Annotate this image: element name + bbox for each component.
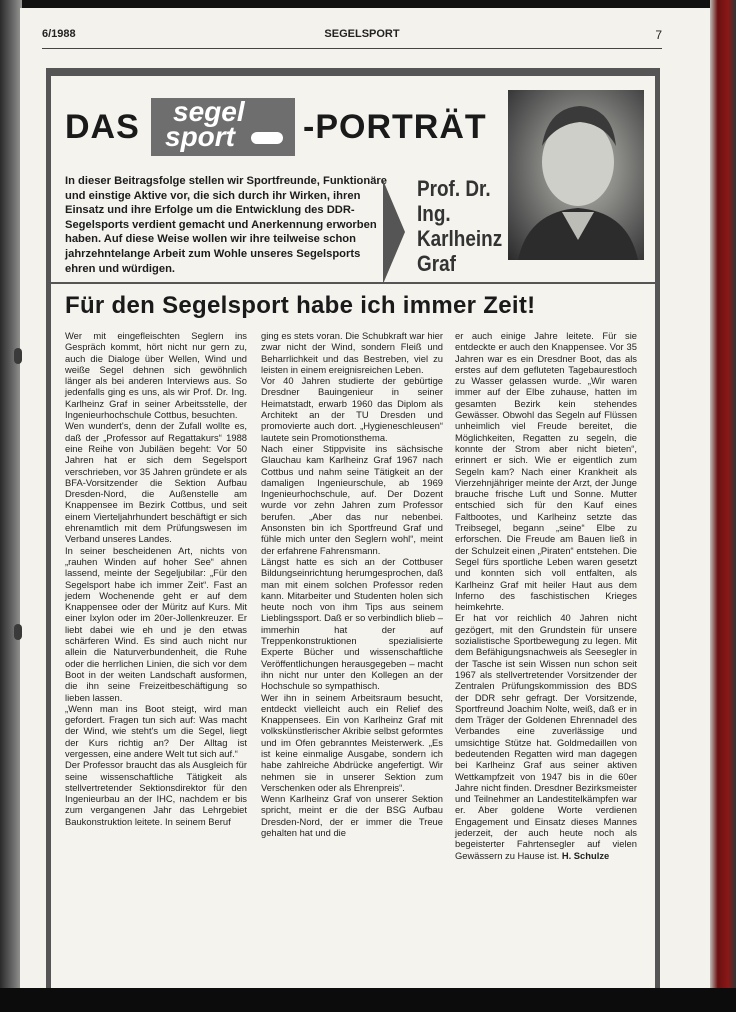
name-line: Karlheinz bbox=[417, 226, 503, 251]
issue-number: 6/1988 bbox=[42, 28, 76, 40]
person-name bbox=[417, 176, 512, 276]
intro-text: In dieser Beitragsfolge stellen wir Sportfreunde, Funktionäre und einstige Aktive vor, die sich durch ihr Wirken, ihren Einsatz und ihre Erfolge um die Entwicklung des DDR-Segelsports verdient gemacht und Anerkennung erworben haben. Auf diese Weise wollen wir ihre teilweise schon jahrzehntelange Arbeit zum Wohle unseres Segelsports ehren und würdigen. bbox=[65, 175, 388, 275]
body-column-1: Wer mit eingefleischten Seglern ins Gespräch kommt, hört nicht nur gern zu, auch die Dialoge über Wellen, Wind und weiße Segel dehnen sich gewöhnlich länger als bei anderen Interviews aus. So jedenfalls ging es uns, als wir Prof. Dr. Ing. Karlheinz Graf in seiner Arbeitsstelle, der Ingenieurhochschule Cottbus, besuchten. Wen wundert's, denn der Zufall wollte es, daß der „Professor auf Regattakurs“ 1988 eine Reihe von Jubiläen begeht: Vor 50 Jahren hat er sich dem Segelsport verschrieben, vor 35 Jahren gründete er als BFA-Vorsitzender die Sektion Aufbau Dresden-Nord, die Außenstelle am Knappensee im Bezirk Cottbus, und seit einem Vierteljahrhundert beschäftigt er sich ehrenamtlich mit dem Prüfungswesen im Verband unseres Landes. In seiner bescheidenen Art, nichts von „rauhen Winden auf hoher See“ ahnen lassend, meinte der Segeljubilar: „Für den Segelsport habe ich immer Zeit“. Fast an jedem Wochenende geht er auf dem Knappensee oder der Müritz auf Kurs. Mit einer Ixylon oder im 20er-Jollenkreuzer. Er liebt dabei wie eh und je den etwas schärferen Wind. Es sind auch nicht nur allein die Naturverbundenheit, die Ruhe oder die herrlichen Linien, die sich vor dem Boot in der weiten Landschaft ausformen, die ihn seine Freizeitbeschäftigung so lieben lassen. „Wenn man ins Boot steigt, wird man gefordert. Fragen tun sich auf: Was macht der Wind, wie steht's um die Segel, liegt der Kurs richtig an? Der Alltag ist vergessen, eine andere Welt tut sich auf.“ Der Professor braucht das als Ausgleich für seine wissenschaftliche Tätigkeit als stellvertretender Sektionsdirektor für den Ingenieurbau an der IHC, nachdem er bis zum vergangenen Jahr das Lehrgebiet Baukonstruktion leitete. In seinem Beruf bbox=[65, 330, 247, 827]
book-spine bbox=[0, 0, 22, 1012]
title-portrait: -PORTRÄT bbox=[303, 108, 487, 146]
logo-word-segel: segel bbox=[173, 96, 245, 127]
magazine-name: SEGELSPORT bbox=[324, 28, 400, 40]
logo-mark-icon bbox=[251, 132, 283, 144]
section-divider bbox=[51, 282, 655, 284]
body-column-3 bbox=[455, 330, 637, 861]
portrait-silhouette-icon bbox=[508, 90, 644, 260]
author-signature: H. Schulze bbox=[561, 849, 610, 861]
title-das: DAS bbox=[65, 108, 140, 146]
article-headline: Für den Segelsport habe ich immer Zeit! bbox=[65, 292, 536, 319]
page-number: 7 bbox=[655, 28, 662, 42]
article-box bbox=[46, 68, 660, 993]
name-line: Graf bbox=[417, 251, 456, 276]
logo-word-sport: sport bbox=[165, 121, 235, 152]
arrow-icon bbox=[383, 180, 405, 284]
running-header bbox=[42, 28, 662, 46]
scan-background bbox=[0, 988, 736, 1012]
portrait-photo bbox=[508, 90, 644, 260]
binding-hole bbox=[14, 348, 22, 364]
segelsport-logo bbox=[151, 98, 295, 156]
column-3-text: er auch einige Jahre leitete. Für sie entdeckte er auch den Knappensee. Vor 35 Jahren war es ein Dresdner Boot, das als erstes auf dem gefluteten Tagebaurestloch zu Wasser gelassen wurde. „Wir waren immer auf der Elbe zuhause, hatten im gesamten Bezirk kein stehendes Gewässer. Obwohl das Segeln auf Flüssen unheimlich viel Freude bereitet, die Möglichkeiten, Regatten zu segeln, die konnte der Strom aber nicht bieten“, erinnert er sich. Wie er eigentlich zum Segeln kam? Nach einer Krankheit als Vierzehnjähriger meinte der Arzt, der Junge brauche frische Luft und Sonne. Mutter entschied sich für den Kauf eines Faltbootes, und Karlheinz setzte das Treibsegel, begann „seine“ Elbe zu erforschen. Die Freude am Bauen ließ in der Schulzeit einen „Piraten“ entstehen. Die Segel fürs sportliche Leben waren gesetzt und konnten sich voll entfalten, als Karlheinz Graf mit heiler Haut aus dem Inferno des faschistischen Krieges heimkehrte. Er hat vor reichlich 40 Jahren nicht gezögert, mit den Grundstein für unsere sozialistische Sportbewegung zu legen. Mit dem Befähigungsnachweis als Seesegler in der Tasche ist sein Wissen nun schon seit 1967 als stellvertretender Vorsitzender der Zentralen Prüfungskommission des BDS der DDR sehr gefragt. Der Vorsitzende, Sportfreund Joachim Nolte, weiß, daß er in dem Träger der Goldenen Ehrennadel des Verbandes eine zuverlässige und umsichtige Stütze hat. Goldmedaillen von bedeutenden Regatten wird man dagegen bei Karlheinz Graf aus seiner aktiven Wettkampfzeit von 1947 bis in die 60er Jahre nicht finden. Dresdner Bezirksmeister und Teilnehmer an Landestitelkämpfen war er. Aber goldene Worte verdienen Engagement und Einsatz dieses Mannes jederzeit, der auch heute noch als begeisterter Fahrtensegler auf vielen Gewässern zu Hause ist. bbox=[455, 330, 637, 861]
header-rule bbox=[42, 48, 662, 49]
page-edges bbox=[710, 0, 736, 1012]
binding-hole bbox=[14, 624, 22, 640]
name-line: Prof. Dr. bbox=[417, 176, 491, 201]
article-body bbox=[65, 330, 647, 970]
name-line: Ing. bbox=[417, 201, 451, 226]
magazine-page bbox=[20, 8, 710, 988]
body-column-2: ging es stets voran. Die Schubkraft war hier zwar nicht der Wind, sondern Fleiß und Beharrlichkeit und das Bestreben, viel zu leisten in einem ereignisreichen Leben. Vor 40 Jahren studierte der gebürtige Dresdner Bauingenieur in seiner Heimatstadt, erwarb 1960 das Diplom als Architekt an der TU Dresden und promovierte auch dort. „Hygieneschleusen“ lautete sein Promotionsthema. Nach einer Stippvisite ins sächsische Glauchau kam Karlheinz Graf 1967 nach Cottbus und nahm seine Tätigkeit an der damaligen Ingenieurschule, ab 1969 Ingenieurhochschule, auf. Der Dozent wurde vor zehn Jahren zum Professor berufen. „Aber das nur nebenbei. Ansonsten bin ich Sportfreund Graf und fühle mich unter den Seglern wohl“, meint der erfahrene Fahrensmann. Längst hatte es sich an der Cottbuser Bildungseinrichtung herumgesprochen, daß man mit einem solchen Professor reden kann. Mitarbeiter und Studenten holen sich heute noch von ihm Tips aus seinem Lieblingssport. Daß er so verbindlich blieb – immerhin hat der auf Treppenkonstruktionen spezialisierte Experte Bücher und wissenschaftliche Veröffentlichungen herausgegeben – macht ihn nicht nur unter den Kollegen an der Hochschule so sympathisch. Wer ihn in seinem Arbeitsraum besucht, entdeckt vielleicht auch ein Relief des Knappensees. Ein von Karlheinz Graf mit volkskünstlerischer Akribie selbst geformtes und im Ofen gebranntes Meisterwerk. „Es ist keine einmalige Ausgabe, sondern ich habe zahlreiche Abdrücke angefertigt. Wir nehmen sie in unserer Sektion zum Verschenken oder als Ehrenpreis“. Wenn Karlheinz Graf von unserer Sektion spricht, meint er die der BSG Aufbau Dresden-Nord, der er immer die Treue gehalten hat und die bbox=[261, 330, 443, 839]
